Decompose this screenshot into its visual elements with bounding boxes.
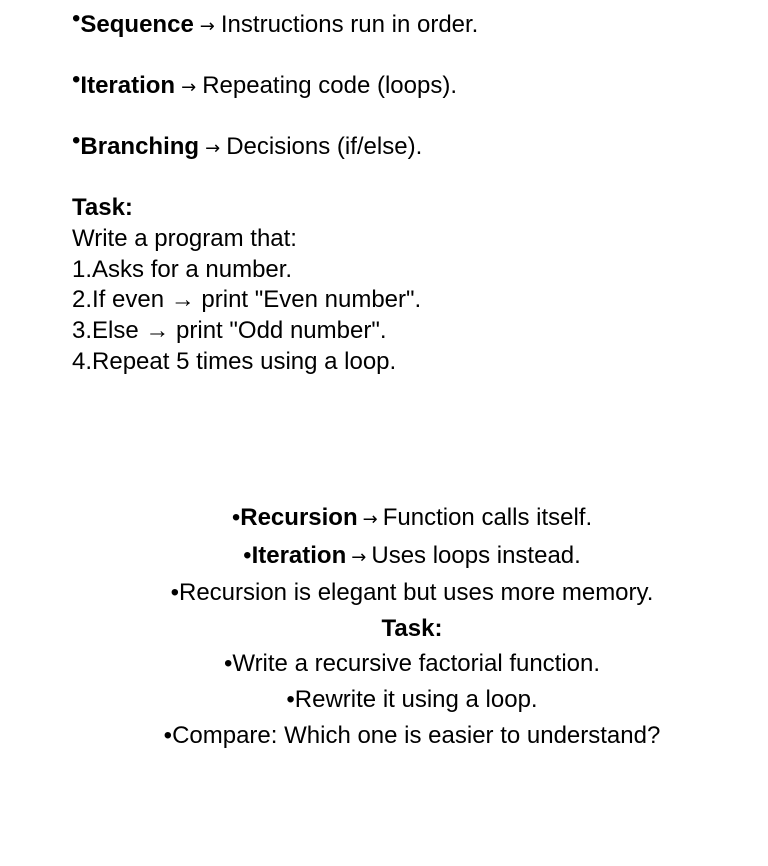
task-step: 1.Asks for a number. xyxy=(72,255,293,283)
task-block xyxy=(72,193,732,378)
concept-term: Iteration xyxy=(80,72,176,99)
slide-top-section xyxy=(72,5,732,378)
task-step: 3.Else → print "Odd number". xyxy=(72,317,387,345)
concept-term: Recursion xyxy=(240,504,358,531)
concept-description: Uses loops instead. xyxy=(371,541,581,569)
memory-note xyxy=(0,575,768,611)
arrow-icon: → xyxy=(205,138,221,159)
concept-term: Branching xyxy=(80,133,200,160)
task-heading: Task: xyxy=(381,614,443,642)
task-text: Rewrite it using a loop. xyxy=(294,685,538,713)
bullet-dot: • xyxy=(170,579,179,607)
slide-bottom-section xyxy=(0,500,768,753)
concept-sequence xyxy=(72,5,732,71)
concept-branching xyxy=(72,127,732,193)
concept-description: Decisions (if/else). xyxy=(226,133,423,160)
arrow-icon: → xyxy=(362,509,378,530)
task-item xyxy=(0,646,768,682)
concept-term: Sequence xyxy=(80,11,194,38)
task-text: Write a recursive factorial function. xyxy=(232,650,601,678)
bullet-dot: • xyxy=(223,650,233,678)
concept-description: Repeating code (loops). xyxy=(202,72,458,99)
arrow-icon: → xyxy=(181,77,197,98)
task-item xyxy=(0,682,768,718)
task-item xyxy=(0,718,768,754)
bullet-dot: • xyxy=(72,127,81,154)
bullet-dot: • xyxy=(286,685,295,713)
task-intro: Write a program that: xyxy=(72,224,297,252)
bullet-dot: • xyxy=(231,504,241,531)
concept-description: Function calls itself. xyxy=(382,504,593,531)
bullet-dot: • xyxy=(163,721,173,749)
task-step: 4.Repeat 5 times using a loop. xyxy=(72,347,397,375)
concept-term: Iteration xyxy=(251,541,347,569)
concept-iteration xyxy=(72,66,732,132)
iteration-item xyxy=(0,538,768,576)
bullet-dot: • xyxy=(72,66,81,93)
concept-description: Instructions run in order. xyxy=(220,11,479,38)
arrow-icon: → xyxy=(199,16,215,37)
bullet-dot: • xyxy=(72,5,81,32)
note-text: Recursion is elegant but uses more memory. xyxy=(178,579,654,607)
bullet-dot: • xyxy=(243,541,252,569)
recursion-item xyxy=(0,500,768,538)
task-heading: Task: xyxy=(72,194,133,221)
task-text: Compare: Which one is easier to understand? xyxy=(172,721,661,749)
arrow-icon: → xyxy=(351,546,367,568)
task-step: 2.If even → print "Even number". xyxy=(72,286,422,314)
